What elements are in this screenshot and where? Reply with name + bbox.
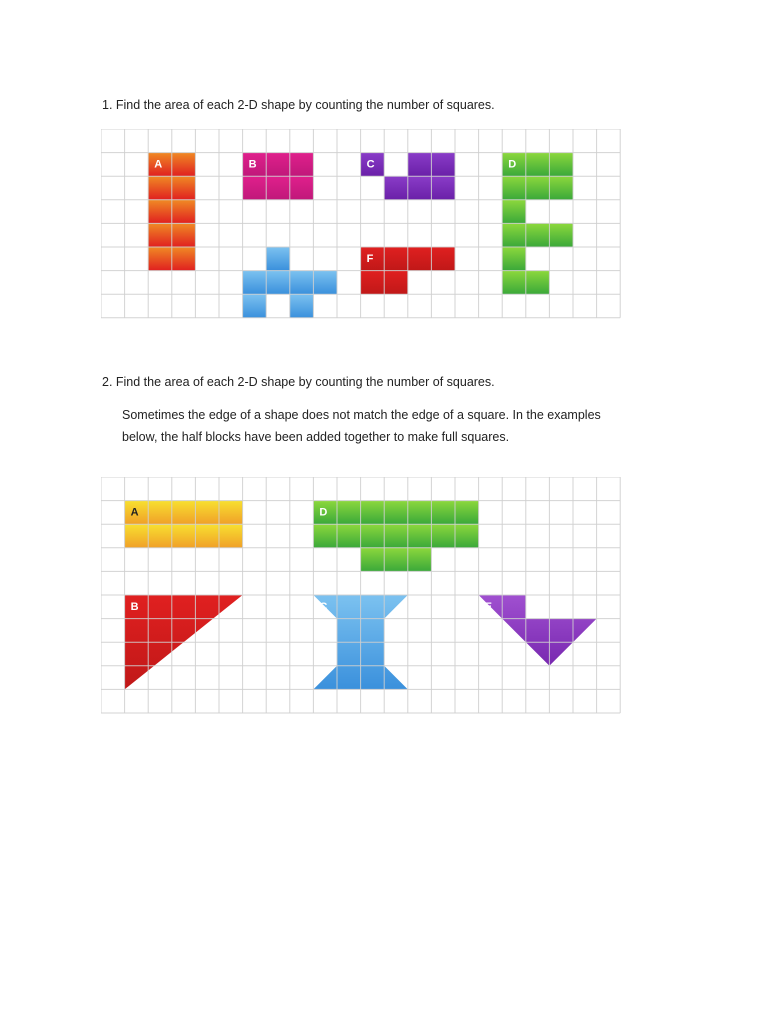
shape-E-cell <box>290 294 314 318</box>
shape-E-cell <box>243 294 267 318</box>
shape-label-C: C <box>319 601 328 613</box>
shape-A-cell <box>195 501 219 525</box>
shape-D-cell <box>408 501 432 525</box>
grid-2 <box>101 477 623 721</box>
shape-A-cell <box>172 153 196 177</box>
shape-E-cell <box>243 271 267 295</box>
shape-D-cell <box>502 271 526 295</box>
shape-label-E: E <box>248 253 256 265</box>
shape-D-cell <box>502 200 526 224</box>
shape-D-cell <box>549 223 573 247</box>
shape-D-cell <box>549 176 573 200</box>
shape-C-cell <box>431 176 455 200</box>
shape-D-cell <box>526 153 550 177</box>
shape-label-E: E <box>484 601 492 613</box>
shape-D-cell <box>455 524 479 548</box>
shape-F-cell <box>384 271 408 295</box>
shape-F-cell <box>431 247 455 271</box>
shape-D-cell <box>313 524 337 548</box>
shape-B-cell <box>290 153 314 177</box>
shape-D-cell <box>361 548 385 572</box>
shape-C-cell <box>408 176 432 200</box>
shape-E-cell <box>266 271 290 295</box>
shape-A-cell <box>148 501 172 525</box>
shape-D-cell <box>361 524 385 548</box>
shape-D-cell <box>455 501 479 525</box>
shape-D-cell <box>431 501 455 525</box>
shape-F-cell <box>384 247 408 271</box>
shape-D-cell <box>549 153 573 177</box>
question-2-note: Sometimes the edge of a shape does not match the edge of a square. In the examples below, the half blocks have been added together to make full squares. <box>122 408 601 444</box>
shape-A-cell <box>172 524 196 548</box>
shape-E-cell <box>313 271 337 295</box>
shape-label-B: B <box>130 601 139 613</box>
shape-D-cell <box>337 501 361 525</box>
shape-label-D: D <box>508 158 517 171</box>
shape-D-cell <box>408 548 432 572</box>
shape-A-cell <box>125 524 149 548</box>
shape-D-cell <box>384 548 408 572</box>
shape-D-cell <box>384 501 408 525</box>
shape-A-cell <box>172 200 196 224</box>
shape-D-cell <box>526 271 550 295</box>
shape-E-cell <box>266 247 290 271</box>
shape-A-cell <box>148 247 172 271</box>
shape-F-cell <box>361 271 385 295</box>
shape-D-cell <box>361 501 385 525</box>
shape-C-cell <box>384 176 408 200</box>
shape-D-cell <box>526 223 550 247</box>
shape-label-B: B <box>248 158 257 171</box>
shape-label-F: F <box>366 253 374 265</box>
shape-A-cell <box>219 524 243 548</box>
shape-A-cell <box>148 176 172 200</box>
question-2-text: 2. Find the area of each 2-D shape by counting the number of squares. <box>102 375 495 389</box>
shape-A-cell <box>148 524 172 548</box>
question-1-text: 1. Find the area of each 2-D shape by counting the number of squares. <box>102 98 495 112</box>
shape-D-cell <box>502 247 526 271</box>
shape-A-cell <box>172 247 196 271</box>
shape-B-cell <box>266 153 290 177</box>
shape-C-cell <box>431 153 455 177</box>
shape-A-cell <box>219 501 243 525</box>
shape-A-cell <box>172 223 196 247</box>
shape-B-cell <box>266 176 290 200</box>
shape-label-C: C <box>366 158 375 171</box>
shape-B-cell <box>290 176 314 200</box>
shape-F-cell <box>408 247 432 271</box>
shape-A-cell <box>148 223 172 247</box>
grid-1 <box>101 129 623 325</box>
shape-A-cell <box>195 524 219 548</box>
shape-A-cell <box>172 176 196 200</box>
shape-D-cell <box>502 223 526 247</box>
shape-D-cell <box>384 524 408 548</box>
shape-E-cell <box>290 271 314 295</box>
shape-B-cell <box>243 176 267 200</box>
shape-D-cell <box>502 176 526 200</box>
shape-D-cell <box>408 524 432 548</box>
shape-label-D: D <box>319 506 328 519</box>
shape-D-cell <box>431 524 455 548</box>
shape-D-cell <box>337 524 361 548</box>
shape-C-cell <box>408 153 432 177</box>
shape-A-cell <box>148 200 172 224</box>
shape-A-cell <box>172 501 196 525</box>
shape-D-cell <box>526 176 550 200</box>
shape-label-A: A <box>130 506 139 519</box>
shape-label-A: A <box>154 158 163 171</box>
